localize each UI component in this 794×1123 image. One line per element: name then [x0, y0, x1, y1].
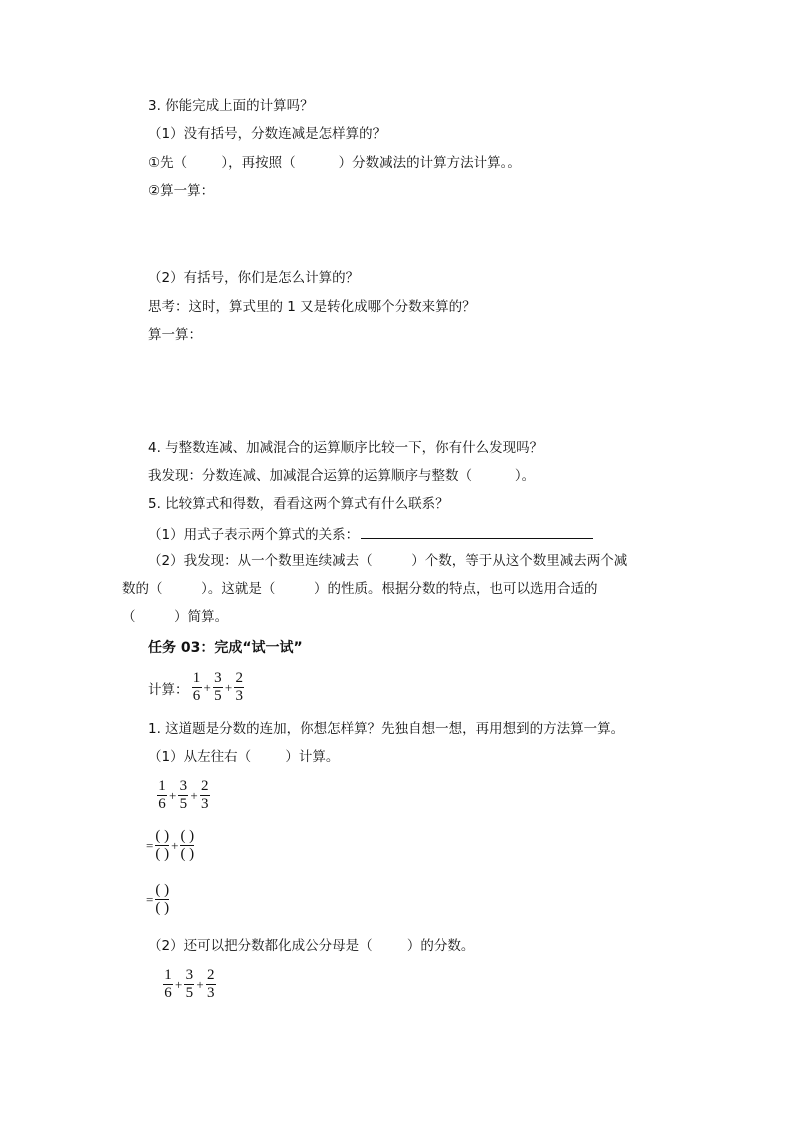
calc-expression [148, 670, 245, 705]
expression-step-0 [156, 778, 211, 813]
question-5: 5. 比较算式和得数，看看这两个算式有什么联系？ [148, 496, 449, 512]
blank-fraction: $\frac{( )}{( )}$ [155, 828, 170, 862]
question-5-part-2-line-1: （2）我发现：从一个数里连续减去（ ）个数，等于从这个数里减去两个减 [148, 553, 628, 569]
plus-sign: + [224, 679, 233, 695]
plus-sign: + [203, 679, 211, 695]
question-4-finding: 我发现：分数连减、加减混合运算的运算顺序与整数（ ）。 [148, 468, 536, 484]
fraction-1-6: $\frac{1}{6}$ [192, 670, 201, 704]
question-3-part-2-think: 思考：这时，算式里的 1 又是转化成哪个分数来算的？ [148, 299, 476, 315]
fraction-1-6: $\frac{1}{6}$ [164, 967, 172, 1001]
fraction-3-5: $\frac{3}{5}$ [214, 670, 222, 704]
equals-sign: = [146, 891, 154, 907]
question-4: 4. 与整数连减、加减混合的运算顺序比较一下，你有什么发现吗？ [148, 440, 544, 456]
calc-label: 计算： [148, 681, 189, 698]
expression-step-1 [146, 828, 195, 863]
try-1-part-2: （2）还可以把分数都化成公分母是（ ）的分数。 [148, 938, 475, 954]
plus-sign: + [169, 787, 177, 803]
question-3: 3. 你能完成上面的计算吗？ [148, 98, 314, 114]
equals-sign: = [146, 837, 154, 853]
question-5-part-1-text: （1）用式子表示两个算式的关系： [148, 527, 360, 543]
expression-step-2 [146, 882, 170, 917]
fraction-2-3: $\frac{2}{3}$ [206, 967, 215, 1001]
plus-sign: + [171, 837, 179, 853]
fraction-2-3: $\frac{2}{3}$ [200, 778, 209, 812]
fraction-3-5: $\frac{3}{5}$ [179, 778, 188, 812]
blank-fraction: $\frac{( )}{( )}$ [180, 828, 195, 862]
try-1-part-1: （1）从左往右（ ）计算。 [148, 749, 340, 765]
fraction-1-6: $\frac{1}{6}$ [158, 778, 166, 812]
task-03-heading: 任务 03：完成“试一试” [148, 640, 303, 656]
fraction-2-3: $\frac{2}{3}$ [235, 670, 243, 704]
expression-common-denominator [162, 967, 217, 1002]
question-3-part-1-calc: ②算一算： [148, 183, 215, 199]
question-3-part-1-fill: ①先（ ），再按照（ ）分数减法的计算方法计算。。 [148, 155, 521, 171]
question-5-part-2-line-3: （ ）简算。 [122, 609, 229, 625]
question-3-part-1: （1）没有括号，分数连减是怎样算的？ [148, 126, 387, 142]
fraction-3-5: $\frac{3}{5}$ [185, 967, 194, 1001]
question-5-part-2-line-2: 数的（ ）。这就是（ ）的性质。根据分数的特点，也可以选用合适的 [122, 581, 598, 597]
plus-sign: + [190, 787, 198, 803]
question-3-part-2-calc: 算一算： [148, 327, 202, 343]
answer-underline [361, 524, 593, 539]
question-3-part-2: （2）有括号，你们是怎么计算的？ [148, 270, 360, 286]
plus-sign: + [196, 976, 204, 992]
plus-sign: + [175, 976, 183, 992]
try-1: 1. 这道题是分数的连加，你想怎样算？先独自想一想，再用想到的方法算一算。 [148, 721, 625, 737]
question-5-part-1 [148, 524, 593, 544]
blank-fraction: $\frac{( )}{( )}$ [155, 882, 170, 916]
